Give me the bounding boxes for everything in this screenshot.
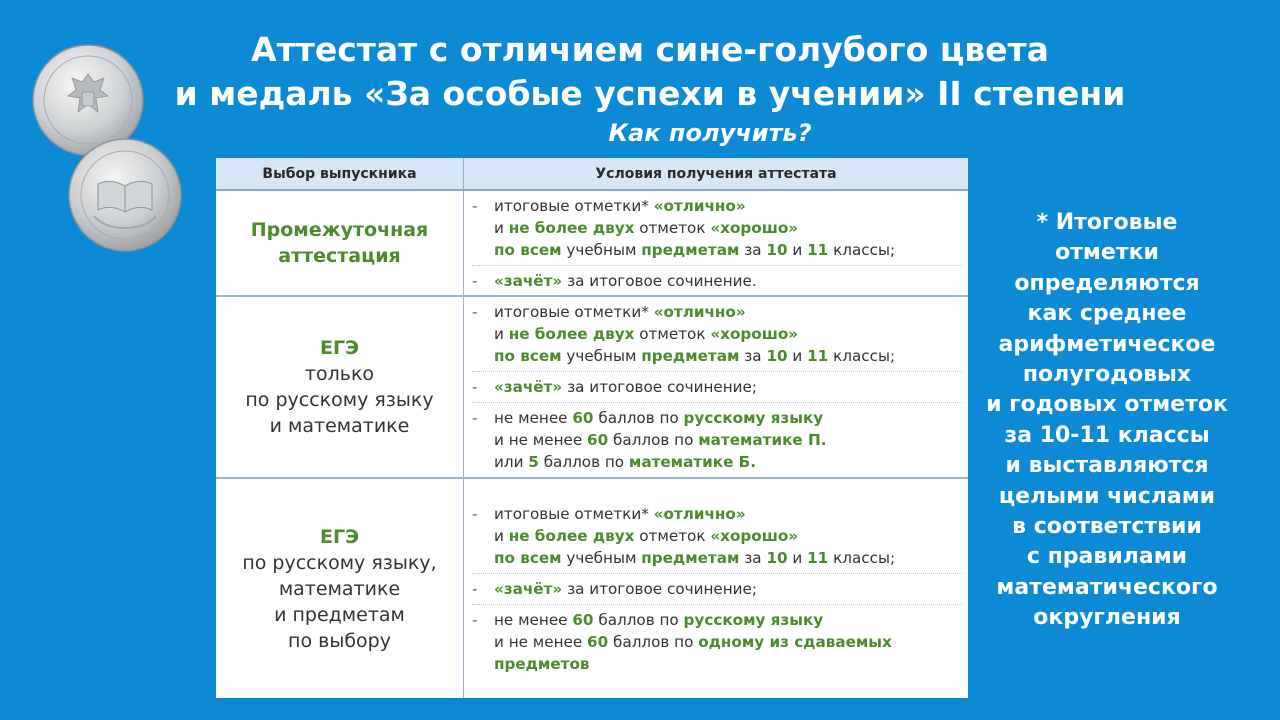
condition-item: - «зачёт» за итоговое сочинение; — [472, 579, 757, 598]
conditions-cell — [464, 479, 968, 698]
medal-book-icon — [68, 138, 182, 252]
choice-line: только — [304, 363, 375, 385]
choice-cell — [216, 191, 464, 295]
choice-line: математике — [278, 577, 401, 600]
note-line: и годовых отметок — [986, 392, 1228, 418]
note-line: как среднее — [1027, 301, 1187, 327]
note-line: определяются — [1014, 270, 1200, 296]
condition-item: - итоговые отметки* «отлично» и не более двух отметок «хорошо» по всем учебным предметам за 10 и 11 классы; — [472, 303, 896, 365]
choice-line: по русскому языку, — [242, 551, 437, 574]
note-line: * Итоговые — [1036, 210, 1178, 235]
note-line: арифметическое — [998, 331, 1216, 357]
condition-item: - «зачёт» за итоговое сочинение. — [472, 271, 757, 290]
choice-line: по русскому языку — [245, 389, 434, 411]
choice-line: Промежуточная — [250, 219, 429, 241]
note-line: и выставляются — [1005, 453, 1209, 479]
choice-line: по выбору — [288, 629, 391, 652]
conditions-cell — [464, 191, 968, 295]
note-line: полугодовых — [1022, 362, 1192, 388]
table-row — [216, 479, 968, 698]
subtitle: Как получить? — [608, 119, 812, 147]
note-line: целыми числами — [998, 483, 1216, 509]
choice-title: ЕГЭ — [319, 525, 360, 548]
table-row — [216, 297, 968, 479]
condition-item: - итоговые отметки* «отлично» и не более двух отметок «хорошо» по всем учебным предметам за 10 и 11 классы; — [472, 196, 896, 259]
title-line-1: Аттестат с отличием сине-голубого цвета — [251, 30, 1049, 69]
note-line: отметки — [1055, 240, 1159, 266]
note-line: с правилами — [1026, 544, 1188, 570]
choice-cell — [216, 297, 464, 477]
note-line: за 10-11 классы — [1004, 422, 1210, 448]
note-line: в соответствии — [1012, 514, 1202, 540]
choice-line: аттестация — [278, 245, 401, 267]
table-row — [216, 191, 968, 297]
condition-item: - итоговые отметки* «отлично» и не более двух отметок «хорошо» по всем учебным предметам за 10 и 11 классы; — [472, 504, 896, 567]
choice-title: ЕГЭ — [319, 337, 360, 359]
choice-cell — [216, 479, 464, 698]
choice-line: и предметам — [274, 603, 405, 626]
header-conditions: Условия получения аттестата — [595, 165, 837, 182]
conditions-cell — [464, 297, 968, 477]
choice-line: и математике — [269, 415, 410, 437]
note-line: округления — [1033, 605, 1181, 631]
table-header — [216, 158, 968, 191]
condition-item: - не менее 60 баллов по русскому языку и не менее 60 баллов по математике П. или 5 баллов по математике Б. — [472, 409, 827, 471]
condition-item: - не менее 60 баллов по русскому языку и не менее 60 баллов по одному из сдаваемых предметов — [472, 610, 892, 673]
page-title — [150, 28, 1150, 116]
conditions-table — [216, 158, 968, 698]
condition-item: - «зачёт» за итоговое сочинение; — [472, 378, 757, 396]
title-line-2: и медаль «За особые успехи в учении» II степени — [174, 74, 1126, 113]
side-note — [972, 208, 1242, 634]
header-choice: Выбор выпускника — [216, 158, 464, 189]
note-line: математического — [996, 574, 1218, 600]
